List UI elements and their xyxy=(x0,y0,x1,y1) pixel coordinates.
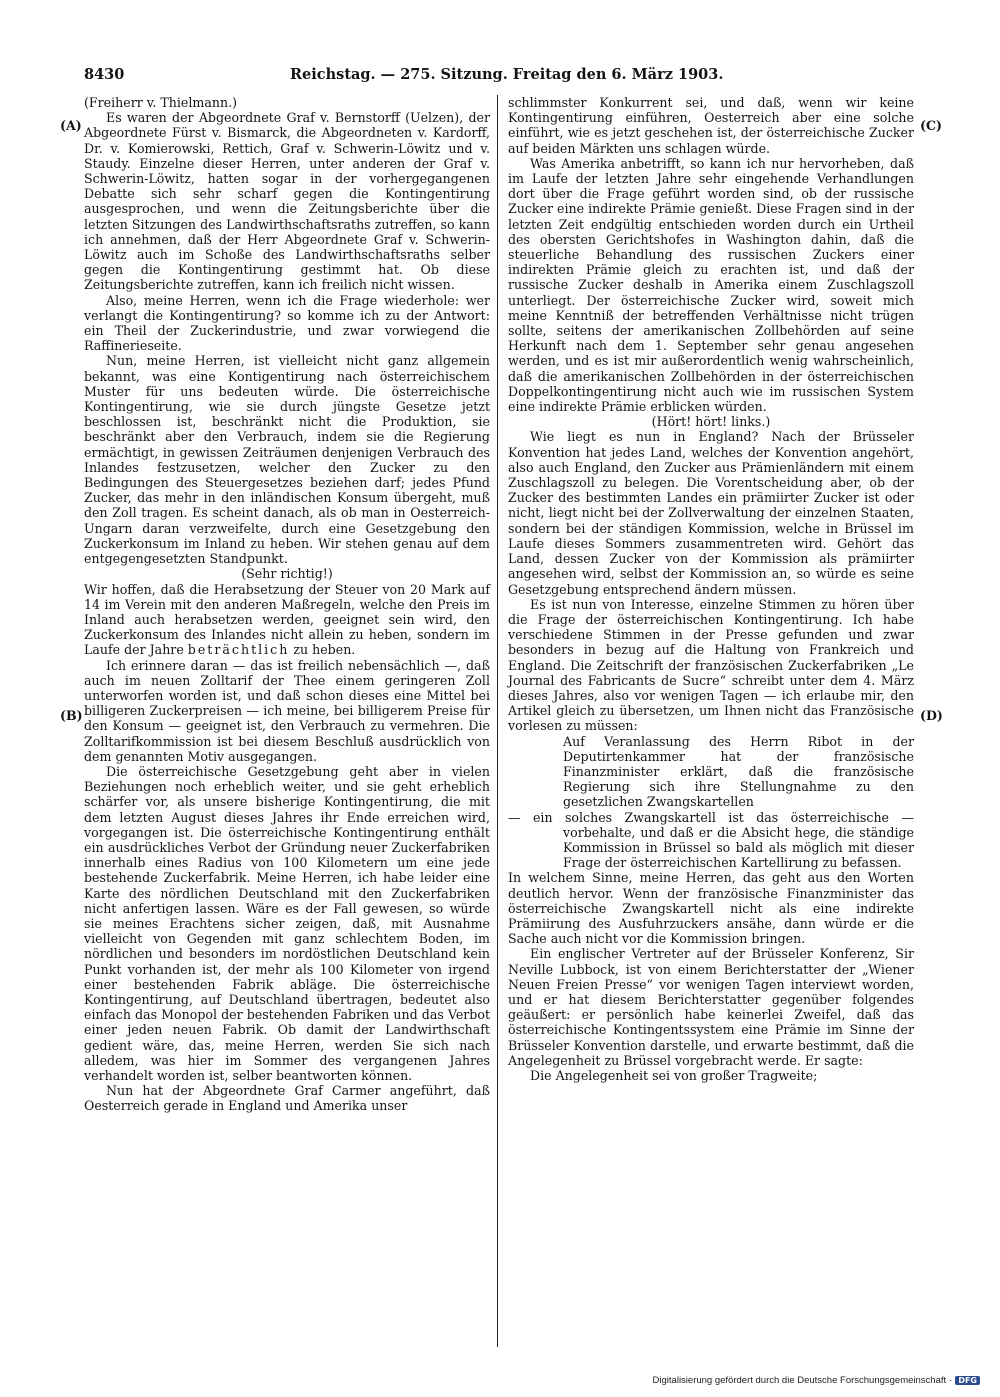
paragraph: Ein englischer Vertreter auf der Brüsseler Konferenz, Sir Neville Lubbock, ist von einem Berichterstatter der „Wiener Neuen Freien Presse“ vor wenigen Tagen interviewt worden, und er hat diesem Berichterstatter gegenüber folgendes geäußert: er persönlich habe keinerlei Zweifel, daß das österreichische Kontingentssystem eine Prämie im Sinne der Brüsseler Konvention darstelle, und erwarte bestimmt, daß die Angelegenheit zu Brüssel vorgebracht werde. Er sagte: xyxy=(508,946,914,1068)
margin-mark-d: (D) xyxy=(920,708,943,723)
paragraph: In welchem Sinne, meine Herren, das geht aus den Worten deutlich hervor. Wenn der französische Finanzminister das österreichische Zwangskartell nicht als eine indirekte Prämiirung des Ausfuhrzuckers ansähe, dann würde er die Sache auch nicht vor die Kommission bringen. xyxy=(508,870,914,947)
paragraph xyxy=(84,582,490,658)
speaker-label: (Freiherr v. Thielmann.) xyxy=(84,95,237,110)
paragraph: Die Angelegenheit sei von großer Tragweite; xyxy=(530,1068,818,1083)
running-title: Reichstag. — 275. Sitzung. Freitag den 6. März 1903. xyxy=(290,66,724,83)
paragraph: Es waren der Abgeordnete Graf v. Bernstorff (Uelzen), der Abgeordnete Fürst v. Bismarck, die Abgeordneten v. Kardorff, Dr. v. Komierowski, Rettich, Graf v. Schwerin-Löwitz und v. Staudy. Einzelne dieser Herren, unter anderen der Graf v. Schwerin-Löwitz, hatten sogar in der vorhergegangenen Debatte sich sehr scharf gegen die Kontingentirung ausgesprochen, und wenn die Zeitungsberichte über die letzten Sitzungen des Landwirthschaftsraths zutreffen, so kann ich annehmen, daß der Herr Abgeordnete Graf v. Schwerin-Löwitz auch im Schoße des Landwirthschaftsraths selber gegen die Kontingentirung gestimmt hat. Ob diese Zeitungsberichte zutreffen, kann ich freilich nicht wissen. xyxy=(84,110,490,293)
paragraph: Es ist nun von Interesse, einzelne Stimmen zu hören über die Frage der österreichischen Kontingentirung. Ich habe verschiedene Stimmen in der Presse gefunden und zwar besonders in bezug auf die Haltung von Frankreich und England. Die Zeitschrift der französischen Zuckerfabriken „Le Journal des Fabricants de Sucre“ schreibt unter dem 4. März dieses Jahres, also vor wenigen Tagen — ich erlaube mir, den Artikel gleich zu übersetzen, um Ihnen nicht das Französische vorlesen zu müssen: xyxy=(508,596,914,734)
footer-credit xyxy=(653,1375,980,1386)
margin-mark-b: (B) xyxy=(60,708,83,723)
column-divider xyxy=(497,95,498,1347)
footer-text: Digitalisierung gefördert durch die Deutsche Forschungsgemeinschaft xyxy=(652,1375,947,1386)
margin-mark-c: (C) xyxy=(920,118,942,133)
paragraph: Was Amerika anbetrifft, so kann ich nur hervorheben, daß im Laufe der letzten Jahre sehr eingehende Verhandlungen dort über die Frage geführt worden sind, ob der russische Zucker eine indirekte Prämie genießt. Diese Fragen sind in der letzten Zeit endgültig entschieden worden durch ein Urtheil des obersten Gerichtshofes in Washington dahin, daß die steuerliche Behandlung des russischen Zuckers einer indirekten Prämie gleich zu erachten ist, und daß der russische Zucker deshalb in Amerika einem Zuschlagszoll unterliegt. Der österreichische Zucker wird, soweit mich meine Kenntniß der betreffenden Verhältnisse nicht trügen sollte, seitens der amerikanischen Zollbehörden auf seine Herkunft nach dem 1. September sehr genau angesehen werden, und es ist mir außerordentlich wenig wahrscheinlich, daß die amerikanischen Zollbehörden in der österreichischen Doppelkontingentirung nicht auch wie im russischen System eine indirekte Prämie erblicken würden. xyxy=(508,155,914,415)
paragraph: Also, meine Herren, wenn ich die Frage wiederhole: wer verlangt die Kontingentirung? so komme ich zu der Antwort: ein Theil der Zuckerindustrie, und zwar vorwiegend die Raffinerieseite. xyxy=(84,292,490,354)
emphasized-word: beträchtlich xyxy=(187,642,290,658)
dfg-logo: DFG xyxy=(955,1376,980,1385)
paragraph: Die österreichische Gesetzgebung geht aber in vielen Beziehungen noch erheblich weiter, und sie geht erheblich schärfer vor, als unsere bisherige Kontingentirung, die mit dem letzten August dieses Jahres ihr Ende erreichen wird, vorgegangen ist. Die österreichische Kontingentirung enthält ein ausdrückliches Verbot der Gründung neuer Zuckerfabriken innerhalb eines Radius von 100 Kilometern um eine jede bestehende Zuckerfabrik. Meine Herren, ich habe leider eine Karte des nördlichen Deutschland mit den Zuckerfabriken nicht anfertigen lassen. Wäre es der Fall gewesen, so würde sie meines Erachtens sicher zeigen, daß, mit Ausnahme vielleicht von Gegenden mit ganz schlechtem Boden, im nördlichen und besonders im nordöstlichen Deutschland kein Punkt vorhanden ist, der mehr als 100 Kilometer von irgend einer bestehenden Fabrik abläge. Die österreichische Kontingentirung, auf Deutschland übertragen, bedeutet also einfach das Monopol der bestehenden Fabriken und das Verbot einer jeden neuen Fabrik. Ob damit der Landwirthschaft gedient wäre, das, meine Herren, werden Sie sich nach alledem, was hier im Sommer des vergangenen Jahres verhandelt worden ist, selber beantworten können. xyxy=(84,763,490,1083)
block-quote: Auf Veranlassung des Herrn Ribot in der Deputirtenkammer hat der französische Finanzminister erklärt, daß die französische Regierung sich ihre Stellungnahme zu den gesetzlichen Zwangskartellen xyxy=(563,733,914,810)
left-column xyxy=(84,95,490,1114)
right-column xyxy=(508,95,914,1083)
page-number: 8430 xyxy=(84,66,125,83)
paragraph: Ich erinnere daran — das ist freilich nebensächlich —, daß auch im neuen Zolltarif der Thee einem geringeren Zoll unterworfen worden ist, und daß schon dieses eine Mittel bei billigeren Zuckerpreisen — ich meine, bei billigerem Preise für den Konsum — geeignet ist, den Verbrauch zu vermehren. Die Zolltarifkommission ist bei diesem Beschluß ausdrücklich von dem genannten Motiv ausgegangen. xyxy=(84,657,490,764)
margin-mark-a: (A) xyxy=(60,118,82,133)
paragraph: Nun hat der Abgeordnete Graf Carmer angeführt, daß Oesterreich gerade in England und Amerika unser xyxy=(84,1083,490,1114)
text-span: Wir hoffen, daß die Herabsetzung der Steuer von 20 Mark auf 14 im Verein mit den anderen Maßregeln, welche den Preis im Inland auch herabsetzen werden, geeignet sein wird, den Zuckerkonsum des Inlandes nicht allein zu heben, sondern im Laufe der Jahre xyxy=(84,581,490,658)
text-span: zu heben. xyxy=(289,642,356,658)
interjection: (Hört! hört! links.) xyxy=(651,414,771,430)
paragraph: Wie liegt es nun in England? Nach der Brüsseler Konvention hat jedes Land, welches der Konvention angehört, also auch England, den Zucker aus Prämienländern mit einem Zuschlagszoll zu belegen. Die Vorentscheidung aber, ob der Zucker des bestimmten Landes ein prämiirter Zucker ist oder nicht, liegt nicht bei der Zollverwaltung der einzelnen Staaten, sondern bei der ständigen Kommission, welche in Brüssel im Laufe dieses Sommers zusammentreten wird. Gehört das Land, dessen Zucker von der Kommission als prämiirter angesehen wird, selbst der Kommission an, so würde es seine Gesetzgebung entsprechend ändern müssen. xyxy=(508,429,914,597)
page-header xyxy=(84,66,924,88)
paragraph: Nun, meine Herren, ist vielleicht nicht ganz allgemein bekannt, was eine Kontigentirung nach österreichischem Muster für uns bedeuten würde. Die österreichische Kontingentirung, wie sie durch jüngste Gesetze jetzt beschlossen ist, beschränkt nicht die Produktion, sie beschränkt aber den Verbrauch, indem sie die Regierung ermächtigt, in gewissen Zeiträumen denjenigen Verbrauch des Inlandes festzusetzen, welcher den Zucker zu den Bedingungen des Steuergesetzes beziehen darf; jedes Pfund Zucker, das mehr in den inländischen Konsum übergeht, muß den Zoll tragen. Es scheint danach, als ob man in Oesterreich-Ungarn daran verzweifelte, durch eine Gesetzgebung den Zuckerkonsum im Inland zu heben. Wir stehen genau auf dem entgegengesetzten Standpunkt. xyxy=(84,353,490,567)
footer-separator: · xyxy=(949,1375,953,1386)
interjection: (Sehr richtig!) xyxy=(241,566,333,582)
paragraph: schlimmster Konkurrent sei, und daß, wenn wir keine Kontingentirung einführen, Oesterreich aber eine solche einführt, wie es jetzt geschehen ist, der österreichische Zucker auf beiden Märkten uns schlagen würde. xyxy=(508,95,914,156)
block-quote: — ein solches Zwangskartell ist das österreichische — vorbehalte, und daß er die Absicht hege, die ständige Kommission in Brüssel so bald als möglich mit dieser Frage der österreichischen Kartellirung zu befassen. xyxy=(508,809,914,871)
